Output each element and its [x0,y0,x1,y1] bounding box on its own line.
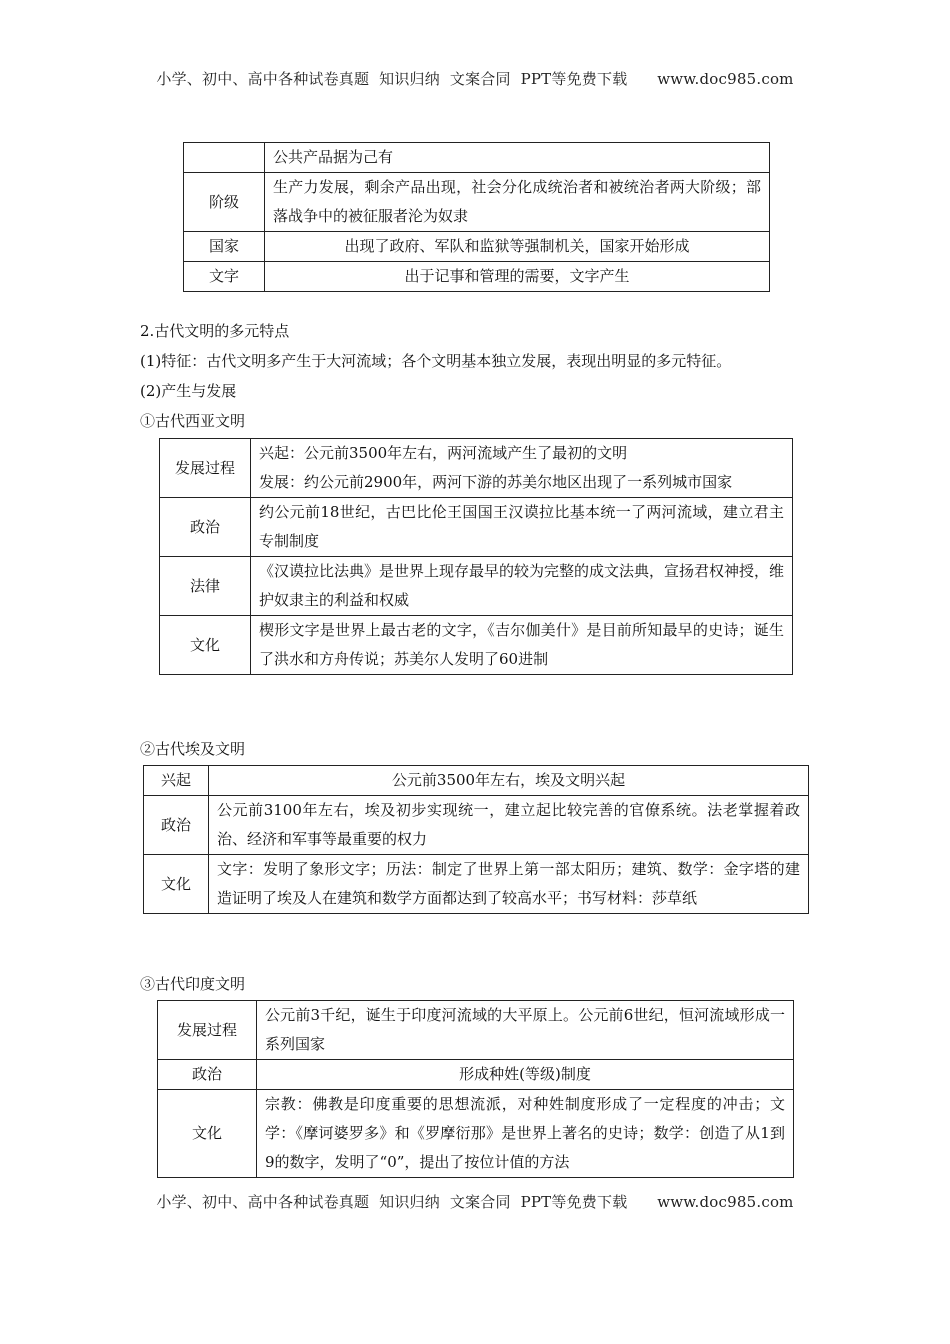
egypt-title: ②古代埃及文明 [140,740,246,758]
row-label: 文字 [184,262,265,292]
row-content: 公元前3100年左右，埃及初步实现统一，建立起比较完善的官僚系统。法老掌握着政治、经济和军事等最重要的权力 [209,796,809,855]
row-label: 发展过程 [160,439,251,498]
table-row [158,1001,794,1060]
subsection-title: (2)产生与发展 [140,382,237,400]
row-label: 法律 [160,557,251,616]
rise-text: 兴起：公元前3500年左右，两河流域产生了最初的文明 [259,444,628,462]
row-content: 宗教：佛教是印度重要的思想流派，对种姓制度形成了一定程度的冲击；文学：《摩诃婆罗多》和《罗摩衍那》是世界上著名的史诗；数学：创造了从1到9的数字，发明了“0”，提出了按位计值的方法 [257,1090,794,1178]
row-label: 政治 [144,796,209,855]
row-label: 文化 [160,616,251,675]
table-society [183,142,770,292]
features-text: (1)特征：古代文明多产生于大河流域；各个文明基本独立发展，表现出明显的多元特征。 [140,352,732,370]
row-content: 文字：发明了象形文字；历法：制定了世界上第一部太阳历；建筑、数学：金字塔的建造证明了埃及人在建筑和数学方面都达到了较高水平；书写材料：莎草纸 [209,855,809,914]
row-content: 生产力发展，剩余产品出现，社会分化成统治者和被统治者两大阶级；部落战争中的被征服者沦为奴隶 [265,173,770,232]
west-asia-title: ①古代西亚文明 [140,412,246,430]
row-label: 兴起 [144,766,209,796]
table-west-asia [159,438,793,675]
row-label: 政治 [158,1060,257,1090]
table-row [184,143,770,173]
row-label: 发展过程 [158,1001,257,1060]
table-india [157,1000,794,1178]
row-content [251,439,793,498]
row-label [184,143,265,173]
page-footer: 小学、初中、高中各种试卷真题 知识归纳 文案合同 PPT等免费下载 www.doc985.com [156,1193,794,1211]
section-title: 2.古代文明的多元特点 [140,322,290,340]
table-row [144,855,809,914]
row-content: 楔形文字是世界上最古老的文字，《吉尔伽美什》是目前所知最早的史诗；诞生了洪水和方舟传说；苏美尔人发明了60进制 [251,616,793,675]
table-row [144,766,809,796]
table-row [144,796,809,855]
row-label: 文化 [144,855,209,914]
table-egypt [143,765,809,914]
india-title: ③古代印度文明 [140,975,246,993]
row-label: 阶级 [184,173,265,232]
row-content: 公元前3500年左右，埃及文明兴起 [209,766,809,796]
development-text: 发展：约公元前2900年，两河下游的苏美尔地区出现了一系列城市国家 [259,473,733,491]
page-header: 小学、初中、高中各种试卷真题 知识归纳 文案合同 PPT等免费下载 www.doc985.com [156,70,794,88]
table-row [158,1060,794,1090]
row-label: 国家 [184,232,265,262]
table-row [184,262,770,292]
table-row [160,498,793,557]
row-content: 出现了政府、军队和监狱等强制机关，国家开始形成 [265,232,770,262]
table-row [160,616,793,675]
row-label: 文化 [158,1090,257,1178]
table-row [158,1090,794,1178]
table-row [184,173,770,232]
table-row [160,439,793,498]
row-content: 公元前3千纪，诞生于印度河流域的大平原上。公元前6世纪，恒河流域形成一系列国家 [257,1001,794,1060]
row-content: 出于记事和管理的需要，文字产生 [265,262,770,292]
row-label: 政治 [160,498,251,557]
row-content: 约公元前18世纪，古巴比伦王国国王汉谟拉比基本统一了两河流域，建立君主专制制度 [251,498,793,557]
table-row [160,557,793,616]
row-content: 《汉谟拉比法典》是世界上现存最早的较为完整的成文法典，宣扬君权神授，维护奴隶主的利益和权威 [251,557,793,616]
table-row [184,232,770,262]
row-content: 形成种姓(等级)制度 [257,1060,794,1090]
row-content: 公共产品据为己有 [265,143,770,173]
